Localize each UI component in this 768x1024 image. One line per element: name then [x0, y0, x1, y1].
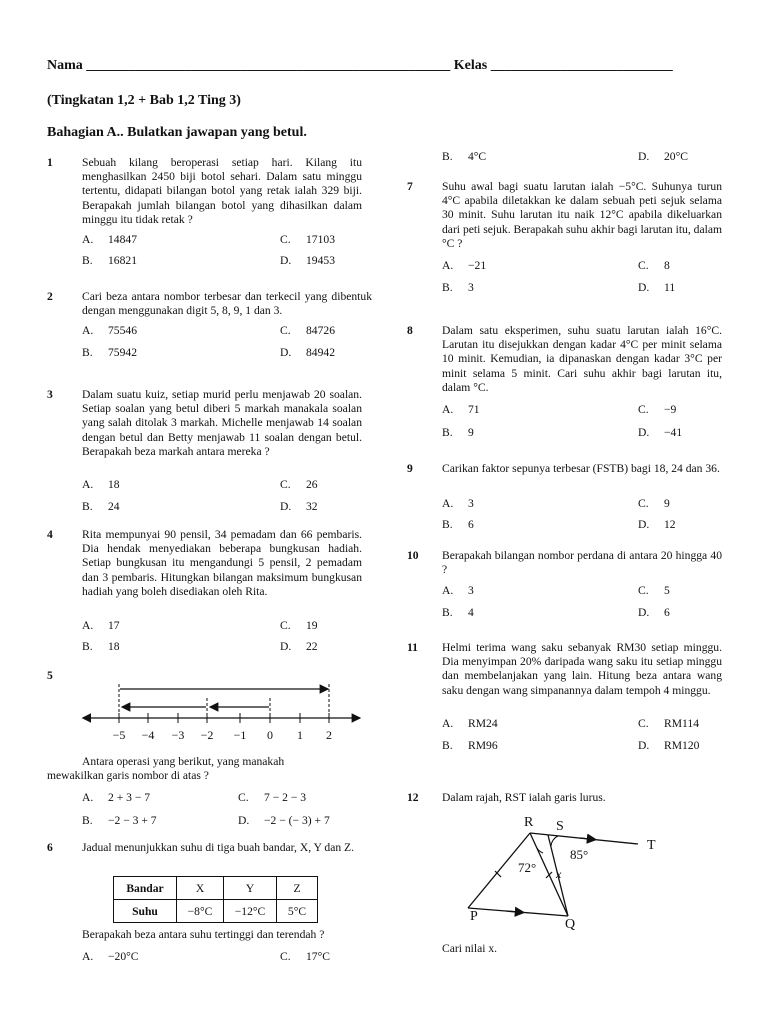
table-cell: Bandar: [114, 877, 177, 900]
option-value: 24: [108, 500, 120, 513]
option-letter: D.: [638, 281, 650, 294]
question-number: 1: [47, 156, 53, 169]
option-value: 4: [468, 606, 474, 619]
table-cell: Suhu: [114, 900, 177, 923]
number-line-diagram: [80, 678, 370, 748]
option-d[interactable]: [638, 150, 688, 163]
table-cell: −12°C: [224, 900, 277, 923]
tick-label: −1: [233, 728, 247, 742]
option-value: 7 − 2 − 3: [264, 791, 307, 804]
question-text: Jadual menunjukkan suhu di tiga buah bandar, X, Y dan Z.: [82, 841, 355, 854]
question-text: Helmi terima wang saku sebanyak RM30 setiap minggu. Dia menyimpan 20% daripada wang saku itu setiap minggu dan membelanjakan yang lain. Hitung beza antara wang saku dengan wang simpanannya dalam tempoh 4 minggu.: [442, 641, 722, 697]
tick-label: −4: [141, 728, 155, 742]
option-value: RM120: [664, 739, 700, 752]
table-cell: −8°C: [177, 900, 224, 923]
option-value: 32: [306, 500, 318, 513]
option-letter: A.: [82, 619, 94, 632]
option-a[interactable]: [82, 324, 137, 337]
option-letter: C.: [638, 497, 649, 510]
option-letter: C.: [238, 791, 249, 804]
option-value: −41: [664, 426, 683, 439]
option-value: 17°C: [306, 950, 330, 963]
option-letter: B.: [442, 281, 453, 294]
question-number: 2: [47, 290, 53, 303]
tick-label: 2: [326, 728, 332, 742]
option-d[interactable]: [238, 814, 330, 827]
option-a[interactable]: [82, 233, 137, 246]
option-b[interactable]: [442, 739, 498, 752]
option-letter: B.: [82, 640, 93, 653]
name-field[interactable]: ____________________________________________________: [86, 58, 451, 73]
option-c[interactable]: [280, 233, 335, 246]
angle-label: 72°: [518, 860, 537, 875]
option-value: 26: [306, 478, 318, 491]
question-text: Dalam suatu kuiz, setiap murid perlu menjawab 20 soalan. Setiap soalan yang betul diberi 5 markah manakala soalan yang salah ditolak 3 markah. Michelle menjawab 14 soalan dengan betul dan Betty menjawab 11 soalan dengan betul. Berapakah beza markah antara mereka ?: [82, 388, 362, 458]
question-number: 10: [407, 549, 419, 562]
option-letter: A.: [82, 324, 94, 337]
option-value: 19: [306, 619, 318, 632]
option-a[interactable]: [82, 791, 150, 804]
option-letter: A.: [442, 403, 454, 416]
option-letter: C.: [638, 717, 649, 730]
option-c[interactable]: [638, 403, 676, 416]
option-letter: C.: [638, 259, 649, 272]
question-number: 12: [407, 791, 419, 804]
option-c[interactable]: [638, 259, 670, 272]
option-letter: B.: [442, 150, 453, 163]
option-a[interactable]: [442, 403, 480, 416]
option-a[interactable]: [82, 950, 139, 963]
option-letter: C.: [280, 478, 291, 491]
class-field[interactable]: __________________________: [490, 58, 673, 73]
table-cell: X: [177, 877, 224, 900]
question-text: Berapakah beza antara suhu tertinggi dan terendah ?: [82, 928, 325, 941]
option-value: 9: [468, 426, 474, 439]
option-c[interactable]: [280, 324, 335, 337]
option-a[interactable]: [82, 619, 120, 632]
option-value: 22: [306, 640, 318, 653]
question-text: Sebuah kilang beroperasi setiap hari. Kilang itu menghasilkan 2450 biji botol sehari. Dalam satu minggu tertentu, didapati bilangan botol yang retak ialah 329 biji. Berapakah jumlah bilangan botol yang dihasilkan dalam minggu itu tidak retak ?: [82, 156, 362, 226]
table-row: [114, 900, 318, 923]
option-letter: B.: [82, 254, 93, 267]
option-value: 4°C: [468, 150, 487, 163]
option-a[interactable]: [442, 717, 498, 730]
question-text: mewakilkan garis nombor di atas ?: [47, 769, 209, 782]
table-header-row: [114, 877, 318, 900]
question-text: Cari beza antara nombor terbesar dan terkecil yang dibentuk dengan menggunakan digit 5, 8, 9, 1 dan 3.: [82, 290, 372, 318]
option-letter: B.: [442, 426, 453, 439]
option-value: 84726: [306, 324, 335, 337]
option-value: 9: [664, 497, 670, 510]
option-letter: A.: [442, 259, 454, 272]
question-text: Cari nilai x.: [442, 942, 498, 955]
option-value: 3: [468, 281, 474, 294]
option-letter: D.: [280, 254, 292, 267]
option-value: 75546: [108, 324, 137, 337]
table-cell: Y: [224, 877, 277, 900]
option-value: −20°C: [108, 950, 139, 963]
option-letter: D.: [638, 426, 650, 439]
option-value: −9: [664, 403, 677, 416]
option-b[interactable]: [82, 500, 120, 513]
point-p: P: [470, 909, 478, 924]
option-value: 18: [108, 640, 120, 653]
option-letter: B.: [82, 814, 93, 827]
option-letter: A.: [442, 717, 454, 730]
option-letter: A.: [82, 950, 94, 963]
option-b[interactable]: [82, 814, 157, 827]
question-number: 11: [407, 641, 418, 654]
option-value: 11: [664, 281, 676, 294]
option-letter: A.: [82, 478, 94, 491]
option-value: 8: [664, 259, 670, 272]
option-d[interactable]: [638, 606, 670, 619]
page-subtitle: (Tingkatan 1,2 + Bab 1,2 Ting 3): [47, 93, 241, 108]
option-value: 75942: [108, 346, 137, 359]
option-letter: B.: [82, 346, 93, 359]
parallel-arrow-bottom: [506, 911, 520, 912]
question-number: 7: [407, 180, 413, 193]
option-b[interactable]: [82, 254, 137, 267]
question-text: Dalam rajah, RST ialah garis lurus.: [442, 791, 606, 804]
question-number: 6: [47, 841, 53, 854]
option-letter: A.: [442, 497, 454, 510]
option-d[interactable]: [280, 254, 335, 267]
option-letter: B.: [442, 518, 453, 531]
point-s: S: [556, 819, 564, 834]
option-a[interactable]: [442, 497, 474, 510]
option-d[interactable]: [638, 518, 676, 531]
option-letter: C.: [638, 584, 649, 597]
question-text: Rita mempunyai 90 pensil, 34 pemadam dan 66 pembaris. Dia hendak menyediakan beberapa bungkusan hadiah. Setiap bungkusan itu mengandungi 5 pensil, 2 pemadam dan 3 pembaris. Hitungkan bilangan maksimum bungkusan hadiah yang boleh disediakan oleh Rita.: [82, 528, 362, 598]
option-value: 12: [664, 518, 676, 531]
name-label: Nama: [47, 58, 83, 73]
option-d[interactable]: [638, 739, 699, 752]
option-value: 17: [108, 619, 120, 632]
option-letter: B.: [442, 739, 453, 752]
question-number: 8: [407, 324, 413, 337]
tick-label: −2: [200, 728, 214, 742]
option-letter: A.: [82, 233, 94, 246]
tick-label: 0: [267, 728, 273, 742]
option-d[interactable]: [280, 346, 335, 359]
option-value: 71: [468, 403, 480, 416]
table-cell: Z: [277, 877, 318, 900]
option-value: 20°C: [664, 150, 688, 163]
option-b[interactable]: [442, 606, 474, 619]
tick-label: −3: [171, 728, 185, 742]
section-title: Bahagian A.. Bulatkan jawapan yang betul.: [47, 125, 307, 140]
option-letter: C.: [280, 619, 291, 632]
point-r: R: [524, 815, 534, 830]
tick-label: 1: [297, 728, 303, 742]
option-letter: B.: [442, 606, 453, 619]
point-t: T: [647, 838, 656, 853]
option-d[interactable]: [638, 426, 682, 439]
angle-label: x: [556, 867, 562, 881]
option-a[interactable]: [442, 259, 486, 272]
option-value: 3: [468, 497, 474, 510]
option-letter: B.: [82, 500, 93, 513]
option-d[interactable]: [638, 281, 675, 294]
option-value: RM24: [468, 717, 498, 730]
option-value: 6: [468, 518, 474, 531]
option-letter: A.: [82, 791, 94, 804]
option-letter: C.: [280, 324, 291, 337]
option-b[interactable]: [442, 281, 474, 294]
option-letter: D.: [638, 518, 650, 531]
option-letter: D.: [238, 814, 250, 827]
parallel-arrow-top: [580, 838, 592, 839]
option-b[interactable]: [82, 640, 120, 653]
table-cell: 5°C: [277, 900, 318, 923]
option-value: 18: [108, 478, 120, 491]
option-c[interactable]: [638, 497, 670, 510]
question-text: Antara operasi yang berikut, yang manakah: [82, 755, 285, 768]
question-number: 4: [47, 528, 53, 541]
option-value: 6: [664, 606, 670, 619]
option-b[interactable]: [82, 346, 137, 359]
geometry-diagram: [440, 808, 680, 933]
option-letter: D.: [638, 150, 650, 163]
option-letter: D.: [280, 640, 292, 653]
option-letter: D.: [280, 346, 292, 359]
angle-arc: [551, 836, 558, 846]
question-number: 9: [407, 462, 413, 475]
option-value: 5: [664, 584, 670, 597]
header-line: [47, 58, 673, 74]
question-text: Berapakah bilangan nombor perdana di antara 20 hingga 40 ?: [442, 549, 722, 577]
question-text: Carikan faktor sepunya terbesar (FSTB) bagi 18, 24 dan 36.: [442, 462, 720, 475]
point-q: Q: [565, 917, 576, 932]
question-number: 3: [47, 388, 53, 401]
option-c[interactable]: [280, 478, 318, 491]
class-label: Kelas: [453, 58, 488, 73]
option-value: −2 − (− 3) + 7: [264, 814, 330, 827]
question-text: Dalam satu eksperimen, suhu suatu larutan ialah 16°C. Larutan itu disejukkan dengan kadar 4°C per minit selama 10 minit. Kemudian, ia dipanaskan dengan kadar 3°C per minit selama 5 minit. Cari suhu akhir bagi larutan itu, dalam °C.: [442, 324, 722, 394]
equal-tick: [546, 872, 552, 878]
option-letter: D.: [638, 606, 650, 619]
option-value: −2 − 3 + 7: [108, 814, 157, 827]
option-c[interactable]: [280, 950, 330, 963]
option-d[interactable]: [280, 640, 318, 653]
option-letter: D.: [280, 500, 292, 513]
option-value: 3: [468, 584, 474, 597]
option-value: 17103: [306, 233, 335, 246]
option-value: −21: [468, 259, 487, 272]
option-value: RM96: [468, 739, 498, 752]
option-d[interactable]: [280, 500, 318, 513]
question-number: 5: [47, 669, 53, 682]
option-letter: C.: [280, 233, 291, 246]
option-c[interactable]: [638, 584, 670, 597]
option-c[interactable]: [280, 619, 318, 632]
option-a[interactable]: [82, 478, 120, 491]
option-b[interactable]: [442, 426, 474, 439]
option-value: 2 + 3 − 7: [108, 791, 151, 804]
option-letter: D.: [638, 739, 650, 752]
option-value: 16821: [108, 254, 137, 267]
option-c[interactable]: [638, 717, 699, 730]
option-b[interactable]: [442, 518, 474, 531]
option-letter: C.: [638, 403, 649, 416]
option-value: 19453: [306, 254, 335, 267]
option-c[interactable]: [238, 791, 306, 804]
angle-label: 85°: [570, 847, 589, 862]
option-value: 84942: [306, 346, 335, 359]
option-value: RM114: [664, 717, 700, 730]
tick-label: −5: [112, 728, 126, 742]
question-text: Suhu awal bagi suatu larutan ialah −5°C. Suhunya turun 4°C apabila diletakkan ke dalam sebuah peti sejuk selama 30 minit. Suhu larutan itu naik 12°C apabila dikeluarkan dari peti sejuk. Berapakah suhu akhir bagi larutan itu, dalam °C ?: [442, 180, 722, 250]
option-letter: A.: [442, 584, 454, 597]
option-a[interactable]: [442, 584, 474, 597]
option-b[interactable]: [442, 150, 486, 163]
option-value: 14847: [108, 233, 137, 246]
temperature-table: [113, 876, 318, 923]
option-letter: C.: [280, 950, 291, 963]
